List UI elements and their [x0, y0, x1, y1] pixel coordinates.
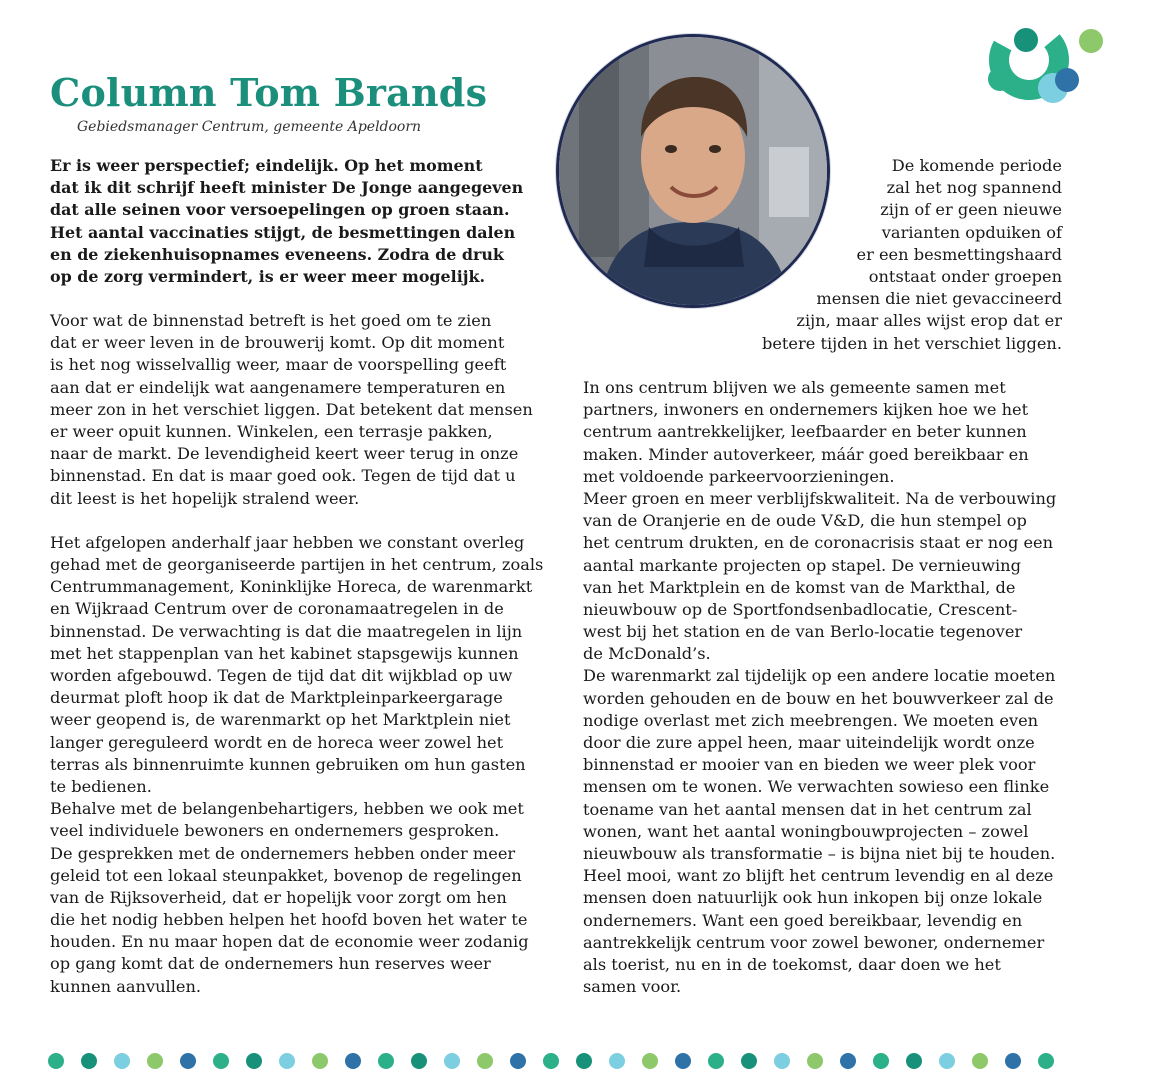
- text-line: binnenstad er mooier van en bieden we weer plek voor: [583, 755, 1036, 775]
- text-line: Het aantal vaccinaties stijgt, de besmettingen dalen: [50, 222, 516, 242]
- dot-icon: [477, 1053, 493, 1069]
- text-line: mensen om te wonen. We verwachten sowieso een flinke: [583, 777, 1050, 797]
- text-line: De komende periode: [891, 156, 1062, 175]
- text-line: er weer opuit kunnen. Winkelen, een terrasje pakken,: [50, 421, 493, 441]
- text-line: Het afgelopen anderhalf jaar hebben we constant overleg: [50, 532, 525, 552]
- dot-icon: [873, 1053, 889, 1069]
- text-line: dat ik dit schrijf heeft minister De Jonge aangegeven: [50, 178, 524, 198]
- text-line: dit leest is het hopelijk stralend weer.: [50, 488, 360, 508]
- dot-icon: [180, 1053, 196, 1069]
- dot-icon: [1038, 1053, 1054, 1069]
- text-line: dat er weer leven in de brouwerij komt. Op dit moment: [50, 333, 505, 353]
- dot-icon: [840, 1053, 856, 1069]
- dot-icon: [48, 1053, 64, 1069]
- text-line: zijn, maar alles wijst erop dat er: [796, 311, 1062, 331]
- text-line: deurmat ploft hoop ik dat de Marktpleinparkeergarage: [50, 688, 503, 708]
- text-line: Voor wat de binnenstad betreft is het goed om te zien: [50, 311, 492, 330]
- author-subtitle: Gebiedsmanager Centrum, gemeente Apeldoorn: [77, 119, 422, 135]
- text-line: Behalve met de belangenbehartigers, hebben we ook met: [50, 799, 524, 819]
- page-title: Column Tom Brands: [50, 70, 488, 115]
- text-line: op de zorg vermindert, is er weer meer mogelijk.: [50, 266, 486, 286]
- decorative-dot-row: [48, 1053, 1054, 1069]
- text-line: met het stappenplan van het kabinet stapsgewijs kunnen: [50, 643, 519, 663]
- text-line: veel individuele bewoners en ondernemers gesproken.: [50, 821, 500, 841]
- text-line: worden afgebouwd. Tegen de tijd dat dit wijkblad op uw: [50, 666, 513, 685]
- text-line: centrum aantrekkelijker, leefbaarder en beter kunnen: [583, 422, 1027, 442]
- text-line: houden. En nu maar hopen dat de economie weer zodanig: [50, 932, 529, 952]
- text-line: varianten opduiken of: [881, 222, 1062, 242]
- text-line: binnenstad. De verwachting is dat die maatregelen in lijn: [50, 621, 523, 641]
- text-line: nieuwbouw op de Sportfondsenbadlocatie, Crescent-: [583, 599, 1018, 619]
- text-line: dat alle seinen voor versoepelingen op groen staan.: [50, 200, 510, 220]
- dot-icon: [675, 1053, 691, 1069]
- text-line: zijn of er geen nieuwe: [880, 200, 1062, 220]
- text-line: partners, inwoners en ondernemers kijken hoe we het: [583, 400, 1029, 420]
- right-column-text: [583, 377, 1056, 998]
- text-line: nodige overlast met zich meebrengen. We moeten even: [583, 710, 1039, 730]
- dot-icon: [906, 1053, 922, 1069]
- text-line: terras als binnenruimte kunnen gebruiken om hun gasten: [50, 754, 526, 774]
- text-line: te bedienen.: [50, 776, 152, 796]
- text-line: op gang komt dat de ondernemers hun reserves weer: [50, 954, 491, 974]
- text-line: mensen die niet gevaccineerd: [816, 289, 1062, 309]
- dot-icon: [741, 1053, 757, 1069]
- dot-icon: [279, 1053, 295, 1069]
- text-line: worden gehouden en de bouw en het bouwverkeer zal de: [583, 688, 1054, 708]
- text-line: er een besmettingshaard: [856, 244, 1062, 264]
- dot-icon: [939, 1053, 955, 1069]
- dot-icon: [1005, 1053, 1021, 1069]
- text-line: als toerist, nu en in de toekomst, daar doen we het: [583, 954, 1001, 974]
- text-line: het centrum drukten, en de coronacrisis staat er nog een: [583, 533, 1054, 553]
- text-line: binnenstad. En dat is maar goed ook. Tegen de tijd dat u: [50, 466, 516, 486]
- text-line: door die zure appel heen, maar uiteindelijk wordt onze: [583, 733, 1035, 752]
- text-line: nieuwbouw als transformatie – is bijna niet bij te houden.: [583, 843, 1056, 863]
- text-line: aan dat er eindelijk wat aangenamere temperaturen en: [50, 377, 506, 397]
- text-line: Er is weer perspectief; eindelijk. Op het moment: [50, 156, 483, 175]
- text-line: aantal markante projecten op stapel. De vernieuwing: [583, 555, 1021, 575]
- text-line: meer zon in het verschiet liggen. Dat betekent dat mensen: [50, 399, 533, 419]
- left-column-text: [50, 310, 543, 998]
- text-line: Centrummanagement, Koninklijke Horeca, de warenmarkt: [50, 577, 533, 597]
- text-line: mensen doen natuurlijk ook hun inkopen bij onze lokale: [583, 888, 1043, 908]
- dot-icon: [642, 1053, 658, 1069]
- text-line: van het Marktplein en de komst van de Markthal, de: [583, 577, 1016, 597]
- text-line: langer gereguleerd wordt en de horeca weer zowel het: [50, 732, 504, 752]
- dot-icon: [708, 1053, 724, 1069]
- text-line: Heel mooi, want zo blijft het centrum levendig en al deze: [583, 866, 1054, 886]
- text-line: Meer groen en meer verblijfskwaliteit. Na de verbouwing: [583, 488, 1057, 508]
- dot-icon: [246, 1053, 262, 1069]
- dot-icon: [444, 1053, 460, 1069]
- dot-icon: [576, 1053, 592, 1069]
- text-line: gehad met de georganiseerde partijen in het centrum, zoals: [50, 555, 544, 575]
- text-line: betere tijden in het verschiet liggen.: [761, 333, 1062, 353]
- dot-icon: [972, 1053, 988, 1069]
- text-line: ontstaat onder groepen: [868, 266, 1062, 286]
- brand-logo-icon: [985, 18, 1110, 108]
- text-line: De gesprekken met de ondernemers hebben onder meer: [50, 843, 516, 863]
- dot-icon: [114, 1053, 130, 1069]
- text-line: [50, 510, 543, 532]
- text-line: met voldoende parkeervoorzieningen.: [583, 466, 895, 486]
- dot-icon: [807, 1053, 823, 1069]
- text-line: maken. Minder autoverkeer, máár goed bereikbaar en: [583, 444, 1029, 464]
- text-line: ondernemers. Want een goed bereikbaar, levendig en: [583, 910, 1023, 930]
- text-line: west bij het station en de van Berlo-locatie tegenover: [583, 622, 1023, 642]
- text-line: en Wijkraad Centrum over de coronamaatregelen in de: [50, 599, 504, 619]
- text-line: is het nog wisselvallig weer, maar de voorspelling geeft: [50, 355, 507, 375]
- text-line: zal het nog spannend: [886, 178, 1062, 198]
- text-line: de McDonald’s.: [583, 644, 711, 664]
- dot-icon: [81, 1053, 97, 1069]
- text-line: weer geopend is, de warenmarkt op het Marktplein niet: [50, 710, 511, 730]
- dot-icon: [378, 1053, 394, 1069]
- dot-icon: [345, 1053, 361, 1069]
- text-line: en de ziekenhuisopnames eveneens. Zodra de druk: [50, 244, 504, 264]
- text-line: kunnen aanvullen.: [50, 976, 202, 996]
- text-line: van de Rijksoverheid, dat er hopelijk voor zorgt om hen: [50, 887, 507, 907]
- text-line: naar de markt. De levendigheid keert weer terug in onze: [50, 444, 519, 464]
- text-line: samen voor.: [583, 977, 682, 997]
- text-line: De warenmarkt zal tijdelijk op een andere locatie moeten: [583, 666, 1056, 686]
- dot-icon: [147, 1053, 163, 1069]
- text-line: In ons centrum blijven we als gemeente samen met: [583, 378, 1006, 397]
- text-line: wonen, want het aantal woningbouwprojecten – zowel: [583, 821, 1029, 841]
- dot-icon: [510, 1053, 526, 1069]
- dot-icon: [312, 1053, 328, 1069]
- dot-icon: [411, 1053, 427, 1069]
- text-line: geleid tot een lokaal steunpakket, bovenop de regelingen: [50, 865, 522, 885]
- text-line: toename van het aantal mensen dat in het centrum zal: [583, 799, 1032, 819]
- text-line: die het nodig hebben helpen het hoofd boven het water te: [50, 910, 528, 930]
- dot-icon: [609, 1053, 625, 1069]
- text-line: van de Oranjerie en de oude V&D, die hun stempel op: [583, 511, 1027, 531]
- dot-icon: [543, 1053, 559, 1069]
- text-line: aantrekkelijk centrum voor zowel bewoner, ondernemer: [583, 932, 1045, 952]
- dot-icon: [213, 1053, 229, 1069]
- dot-icon: [774, 1053, 790, 1069]
